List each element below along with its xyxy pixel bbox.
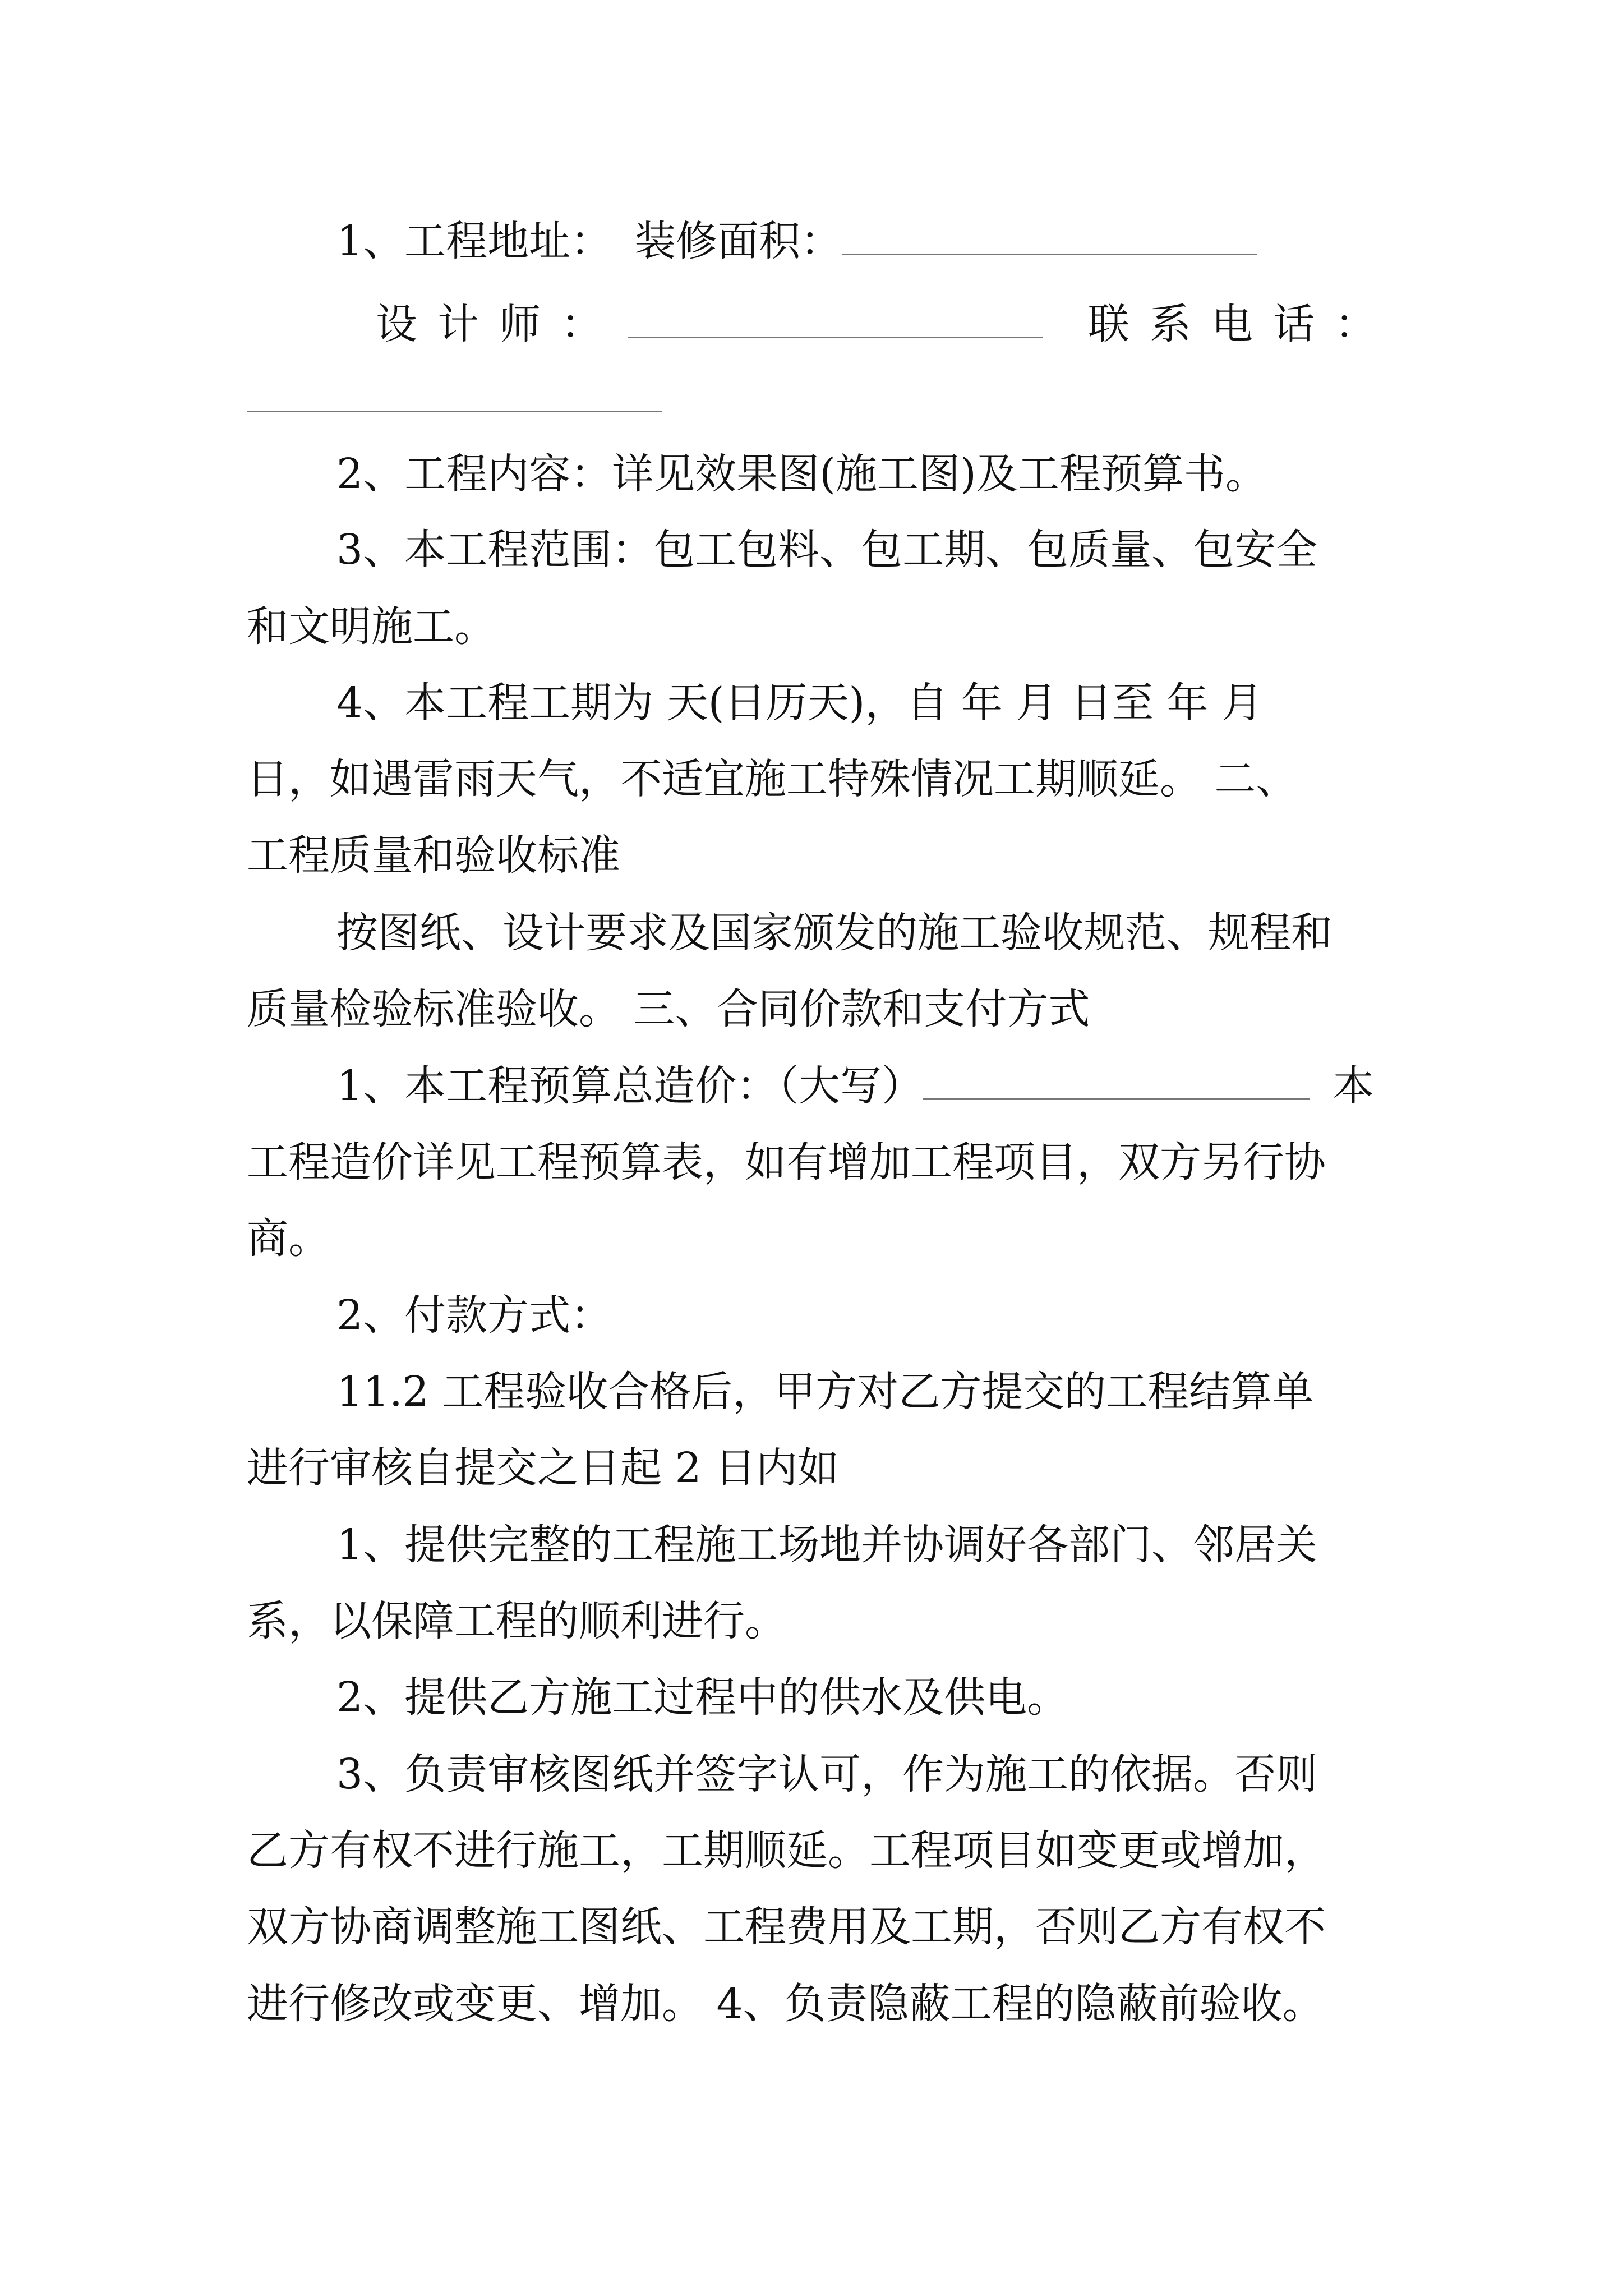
price-blank[interactable] xyxy=(923,1064,1310,1100)
duty3-line2: 乙方有权不进行施工，工期顺延。工程项目如变更或增加， xyxy=(247,1826,1326,1875)
duty3-line4: 进行修改或变更、增加。 4、负责隐蔽工程的隐蔽前验收。 xyxy=(247,1980,1324,2028)
price-line1-end: 本 xyxy=(1332,1062,1375,1110)
area-label: 装修面积： xyxy=(634,217,842,265)
address-label: 1、工程地址： xyxy=(336,217,612,265)
scope-item-line1: 3、本工程范围：包工包料、包工期、包质量、包安全 xyxy=(336,526,1318,574)
clause-line2: 进行审核自提交之日起 2 日内如 xyxy=(247,1444,840,1492)
duty1-line2: 系，以保障工程的顺利进行。 xyxy=(247,1597,786,1645)
price-line2: 工程造价详见工程预算表，如有增加工程项目，双方另行协 xyxy=(247,1138,1326,1186)
phone-blank[interactable] xyxy=(247,376,662,412)
duty3-line3: 双方协商调整施工图纸、工程费用及工期，否则乙方有权不 xyxy=(247,1903,1326,1951)
content-item: 2、工程内容：详见效果图(施工图)及工程预算书。 xyxy=(336,450,1267,498)
duty1-line1: 1、提供完整的工程施工场地并协调好各部门、邻居关 xyxy=(336,1521,1318,1569)
designer-row xyxy=(376,296,1396,352)
quality-line1: 按图纸、设计要求及国家颁发的施工验收规范、规程和 xyxy=(336,909,1332,957)
section-heading-quality: 工程质量和验收标准 xyxy=(247,831,620,880)
duty3-line1: 3、负责审核图纸并签字认可，作为施工的依据。否则 xyxy=(336,1750,1318,1798)
clause-line1: 11.2 工程验收合格后，甲方对乙方提交的工程结算单 xyxy=(336,1368,1314,1416)
quality-line2: 质量检验标准验收。 三、合同价款和支付方式 xyxy=(247,985,1090,1033)
area-blank[interactable] xyxy=(842,219,1257,255)
duty2-line: 2、提供乙方施工过程中的供水及供电。 xyxy=(336,1673,1069,1722)
phone-blank-row xyxy=(247,370,662,426)
price-line1 xyxy=(336,1058,1374,1114)
period-item-line1: 4、本工程工期为 天(日历天)，自 年 月 日至 年 月 xyxy=(336,679,1263,727)
payment-label: 2、付款方式： xyxy=(336,1291,612,1340)
price-line3: 商。 xyxy=(247,1214,330,1263)
address-area-row xyxy=(336,213,1257,269)
phone-label: 联系电话： xyxy=(1088,300,1396,348)
designer-blank[interactable] xyxy=(628,302,1043,338)
period-item-line2: 日，如遇雷雨天气，不适宜施工特殊情况工期顺延。 二、 xyxy=(247,755,1298,803)
designer-label: 设计师： xyxy=(376,300,623,348)
scope-item-line2: 和文明施工。 xyxy=(247,602,496,651)
price-label: 1、本工程预算总造价：（大写） xyxy=(336,1062,924,1110)
